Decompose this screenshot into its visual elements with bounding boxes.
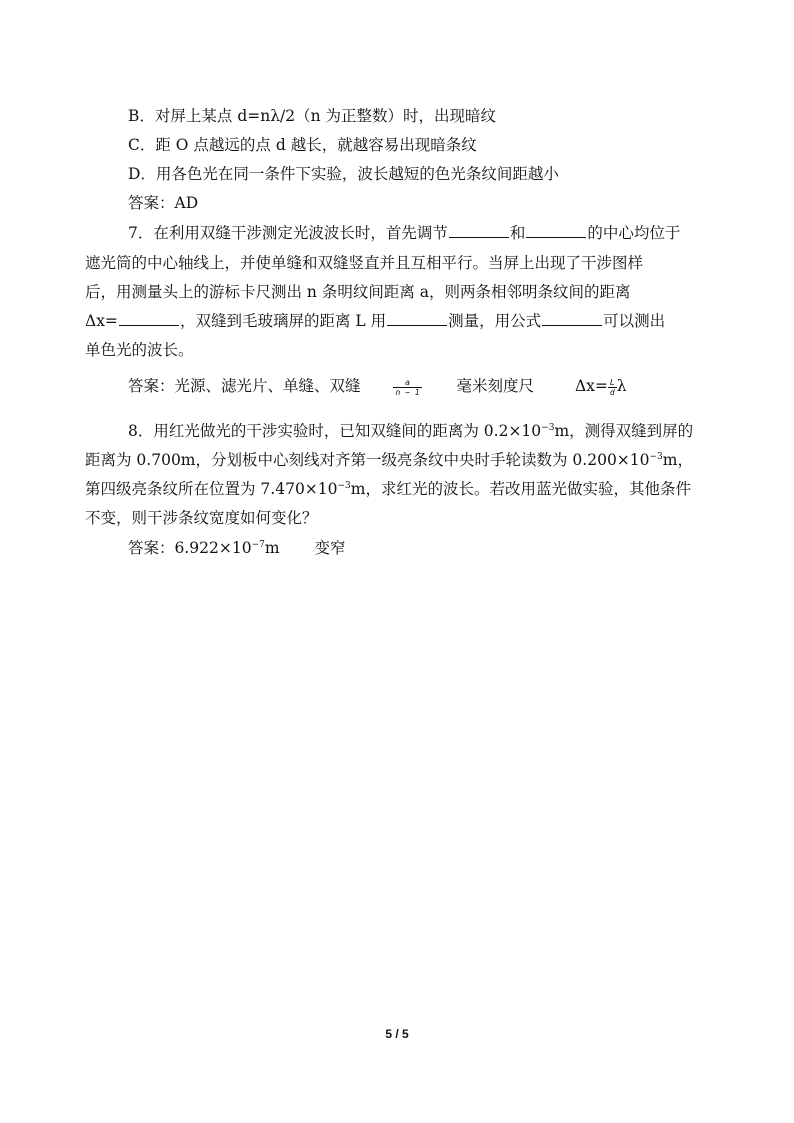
answer-8-exp: −7 <box>251 540 265 550</box>
formula-denominator: d <box>609 387 615 397</box>
q7-blank-3 <box>119 311 179 326</box>
answer-7 <box>128 376 753 397</box>
answer-7-tool: 毫米刻度尺 <box>456 377 534 395</box>
answer-8 <box>128 538 753 558</box>
q7-blank-1 <box>449 223 509 238</box>
q7-text-a: 7．在利用双缝干涉测定光波波长时，首先调节 <box>128 224 448 242</box>
q7-line5: 单色光的波长。 <box>85 341 194 359</box>
q7-text-c: 的中心均位于 <box>587 224 681 242</box>
q7-line4 <box>85 311 710 331</box>
fraction-denominator: n − 1 <box>395 387 420 397</box>
q8-text-f: m，求红光的波长。若改用蓝光做实验，其他条件 <box>350 480 691 498</box>
formula-prefix: Δx= <box>574 377 608 395</box>
answer-7-label: 答案：光源、滤光片、单缝、双缝 <box>128 377 361 395</box>
q8-text-d: m， <box>662 451 693 469</box>
answer-6: 答案：AD <box>128 194 199 212</box>
q7-line3: 后，用测量头上的游标卡尺测出 n 条明纹间距离 a，则两条相邻明条纹间的距离 <box>85 283 631 301</box>
answer-8-result: 变窄 <box>314 539 346 557</box>
q8-text-c: 距离为 0.700m，分划板中心刻线对齐第一级亮条纹中央时手轮读数为 0.200×10 <box>85 451 650 469</box>
q8-line2 <box>85 450 710 470</box>
q8-exp-3: −3 <box>337 481 351 491</box>
q7-text-d: ，双缝到毛玻璃屏的距离 L 用 <box>179 312 387 330</box>
q8-exp-1: −3 <box>541 423 555 433</box>
option-d: D．用各色光在同一条件下实验，波长越短的色光条纹间距越小 <box>128 165 559 183</box>
answer-7-formula <box>575 377 627 395</box>
q8-line4: 不变，则干涉条纹宽度如何变化？ <box>85 509 318 527</box>
q8-line3 <box>85 479 710 499</box>
q7-dx-label: Δx= <box>85 312 118 330</box>
q8-text-a: 8．用红光做光的干涉实验时，已知双缝间的距离为 0.2×10 <box>128 422 542 440</box>
formula-suffix: λ <box>616 377 627 395</box>
formula-fraction <box>608 378 617 397</box>
option-b: B．对屏上某点 d=nλ/2（n 为正整数）时，出现暗纹 <box>128 107 497 125</box>
answer-7-fraction <box>393 378 421 397</box>
formula-numerator: L <box>609 377 615 387</box>
q7-blank-4 <box>387 311 447 326</box>
q8-text-b: m，测得双缝到屏的 <box>554 422 694 440</box>
q8-text-e: 第四级亮条纹所在位置为 7.470×10 <box>85 480 338 498</box>
option-c: C．距 O 点越远的点 d 越长，就越容易出现暗条纹 <box>128 136 477 154</box>
answer-8-unit: m <box>264 539 280 557</box>
q7-blank-5 <box>542 311 602 326</box>
q7-blank-2 <box>526 223 586 238</box>
q7-text-b: 和 <box>509 224 526 242</box>
q7-line1 <box>128 223 753 243</box>
q7-text-f: 可以测出 <box>603 312 666 330</box>
q7-line2: 遮光筒的中心轴线上，并使单缝和双缝竖直并且互相平行。当屏上出现了干涉图样 <box>85 254 644 272</box>
q8-line1 <box>128 421 753 441</box>
page-number: 5 / 5 <box>385 1027 409 1041</box>
fraction-numerator: a <box>405 377 410 387</box>
q7-text-e: 测量，用公式 <box>448 312 542 330</box>
answer-8-label: 答案：6.922×10 <box>128 539 252 557</box>
q8-exp-2: −3 <box>649 452 663 462</box>
